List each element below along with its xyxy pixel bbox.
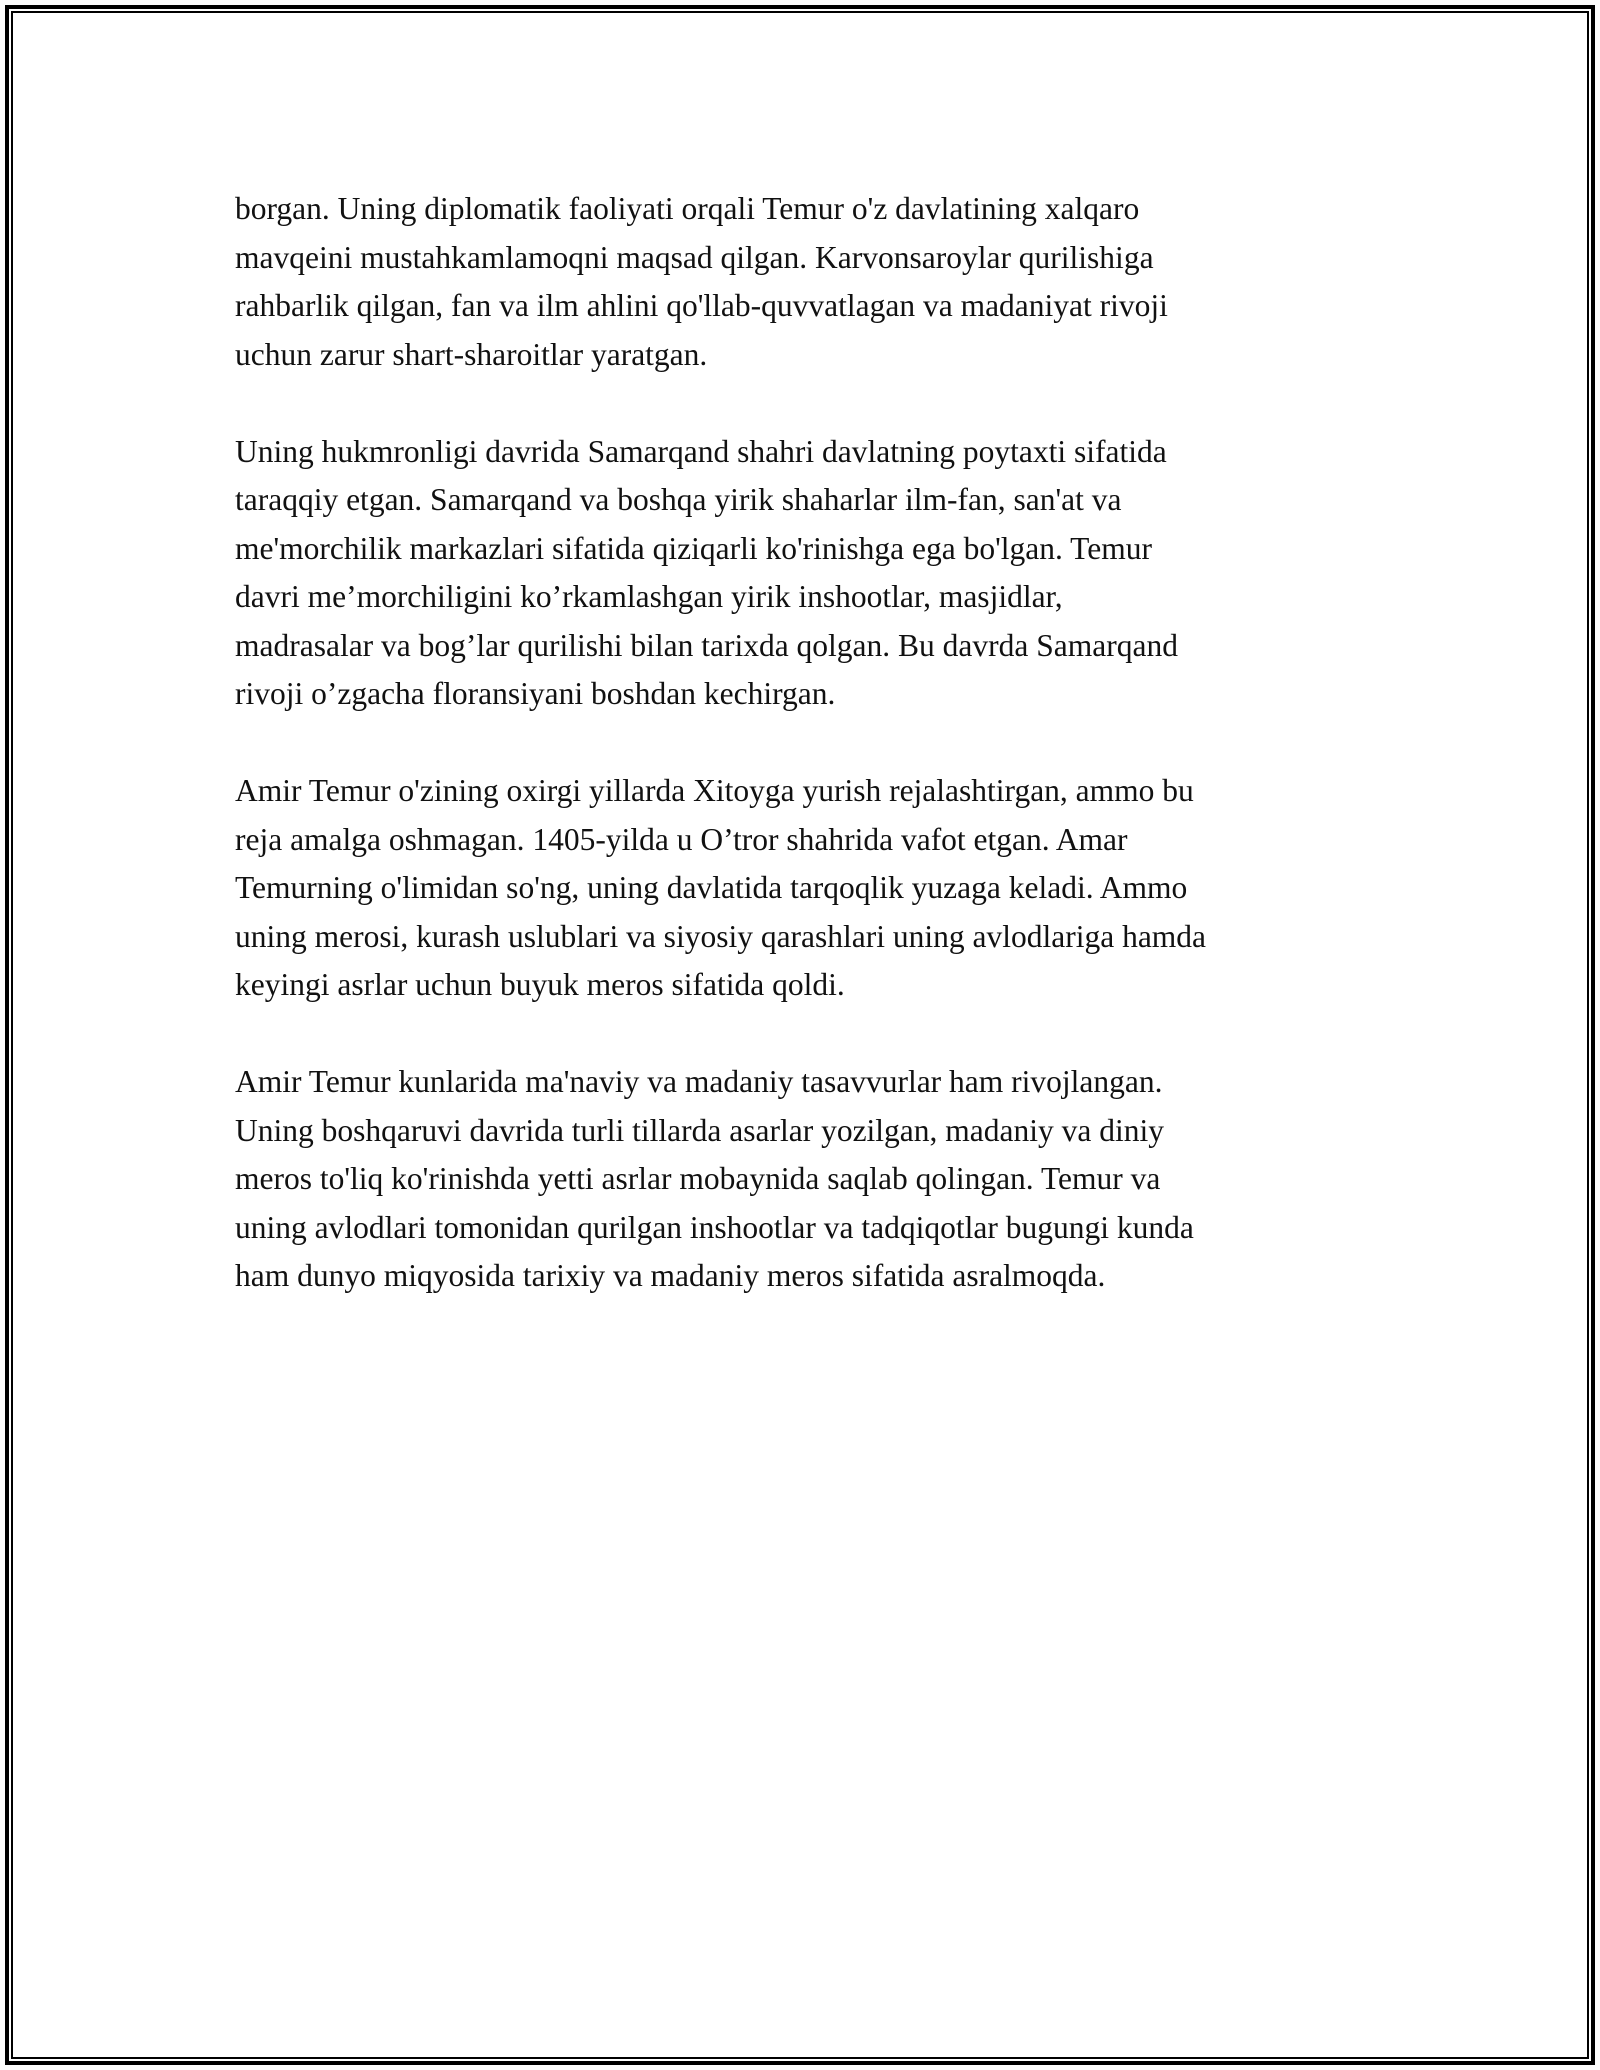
text-line: meros to'liq ko'rinishda yetti asrlar mobaynida saqlab qolingan. Temur va [235, 1161, 1161, 1196]
paragraph-2 [235, 428, 1385, 719]
text-line: taraqqiy etgan. Samarqand va boshqa yirik shaharlar ilm-fan, san'at va [235, 482, 1122, 517]
text-line: mavqeini mustahkamlamoqni maqsad qilgan. Karvonsaroylar qurilishiga [235, 239, 1154, 275]
text-line: uning merosi, kurash uslublari va siyosiy qarashlari uning avlodlariga hamda [235, 918, 1207, 954]
text-line: Uning hukmronligi davrida Samarqand shahri davlatning poytaxti sifatida [235, 433, 1167, 469]
paragraph-3 [235, 767, 1385, 1010]
paragraph-4 [235, 1058, 1385, 1301]
text-line: rivoji o’zgacha floransiyani boshdan kechirgan. [235, 676, 836, 711]
text-line: me'morchilik markazlari sifatida qiziqarli ko'rinishga ega bo'lgan. Temur [235, 530, 1152, 566]
paragraph-1 [235, 185, 1385, 379]
document-body [235, 185, 1385, 1349]
text-line: rahbarlik qilgan, fan va ilm ahlini qo'llab-quvvatlagan va madaniyat rivoji [235, 288, 1168, 323]
text-line: Temurning o'limidan so'ng, uning davlatida tarqoqlik yuzaga keladi. Ammo [235, 870, 1188, 905]
text-line: keyingi asrlar uchun buyuk meros sifatida qoldi. [235, 967, 845, 1002]
text-line: uning avlodlari tomonidan qurilgan inshootlar va tadqiqotlar bugungi kunda [235, 1209, 1194, 1245]
text-line: reja amalga oshmagan. 1405-yilda u O’tror shahrida vafot etgan. Amar [235, 821, 1128, 857]
text-line: borgan. Uning diplomatik faoliyati orqali Temur o'z davlatining xalqaro [235, 191, 1140, 226]
text-line: ham dunyo miqyosida tarixiy va madaniy meros sifatida asralmoqda. [235, 1258, 1106, 1293]
text-line: Uning boshqaruvi davrida turli tillarda asarlar yozilgan, madaniy va diniy [235, 1112, 1164, 1148]
text-line: Amir Temur o'zining oxirgi yillarda Xitoyga yurish rejalashtirgan, ammo bu [235, 773, 1194, 808]
text-line: davri me’morchiligini ko’rkamlashgan yirik inshootlar, masjidlar, [235, 579, 1063, 614]
text-line: uchun zarur shart-sharoitlar yaratgan. [235, 336, 708, 372]
text-line: Amir Temur kunlarida ma'naviy va madaniy tasavvurlar ham rivojlangan. [235, 1064, 1163, 1099]
text-line: madrasalar va bog’lar qurilishi bilan tarixda qolgan. Bu davrda Samarqand [235, 627, 1178, 663]
